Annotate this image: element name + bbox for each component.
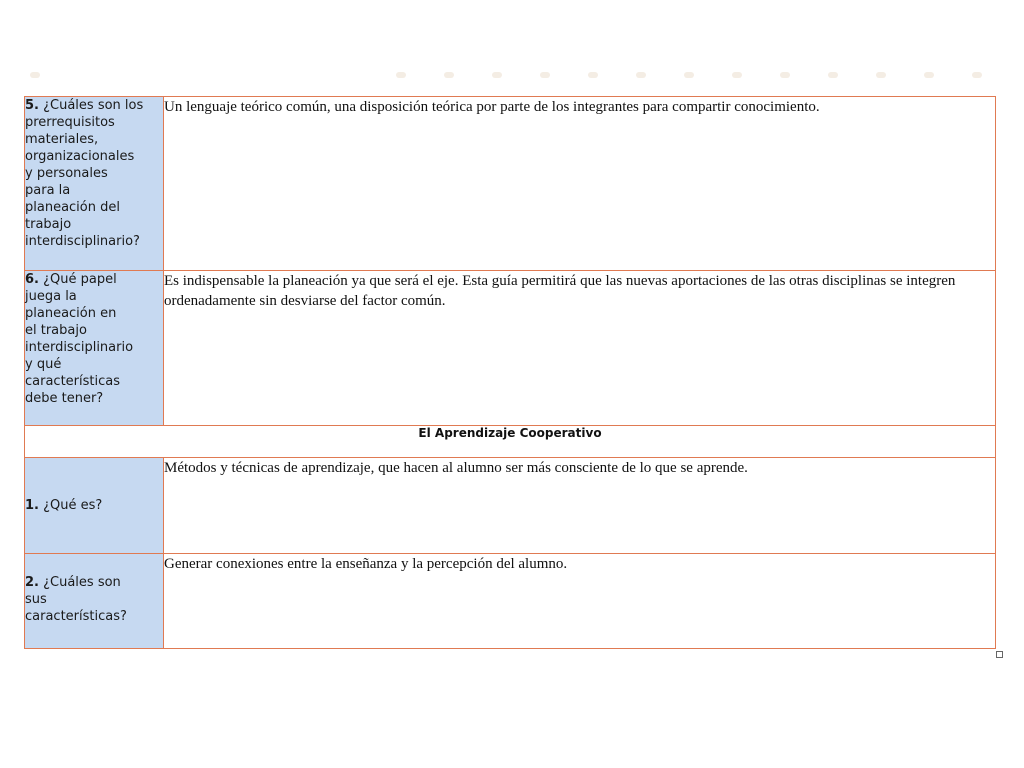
table-row xyxy=(25,271,996,426)
answer-cell: Generar conexiones entre la enseñanza y la percepción del alumno. xyxy=(164,554,996,649)
section-row xyxy=(25,426,996,458)
question-cell xyxy=(25,554,164,649)
question-text: ¿Qué es? xyxy=(43,498,103,513)
question-cell xyxy=(25,458,164,554)
answer-cell: Métodos y técnicas de aprendizaje, que hacen al alumno ser más consciente de lo que se aprende. xyxy=(164,458,996,554)
question-number: 1. xyxy=(25,498,39,513)
table-resize-handle[interactable] xyxy=(996,651,1003,658)
question-number: 5. xyxy=(25,98,39,113)
question-text: ¿Cuáles son los prerrequisitos materiales, organizacionales y personales para la planeación del trabajo interdisciplinario? xyxy=(25,98,144,249)
answer-cell: Es indispensable la planeación ya que será el eje. Esta guía permitirá que las nuevas aportaciones de las otras disciplinas se integren ordenadamente sin desviarse del factor común. xyxy=(164,271,996,426)
table-row xyxy=(25,458,996,554)
question-cell xyxy=(25,97,164,271)
table-row xyxy=(25,97,996,271)
section-title: El Aprendizaje Cooperativo xyxy=(25,426,996,458)
table-row xyxy=(25,554,996,649)
questions-table xyxy=(24,96,996,649)
question-number: 6. xyxy=(25,272,39,287)
question-text: ¿Qué papel juega la planeación en el trabajo interdisciplinario y qué características debe tener? xyxy=(25,272,134,406)
question-text: ¿Cuáles son sus características? xyxy=(25,575,127,624)
question-number: 2. xyxy=(25,575,39,590)
answer-cell: Un lenguaje teórico común, una disposición teórica por parte de los integrantes para compartir conocimiento. xyxy=(164,97,996,271)
decorative-dots xyxy=(30,72,990,80)
question-cell xyxy=(25,271,164,426)
